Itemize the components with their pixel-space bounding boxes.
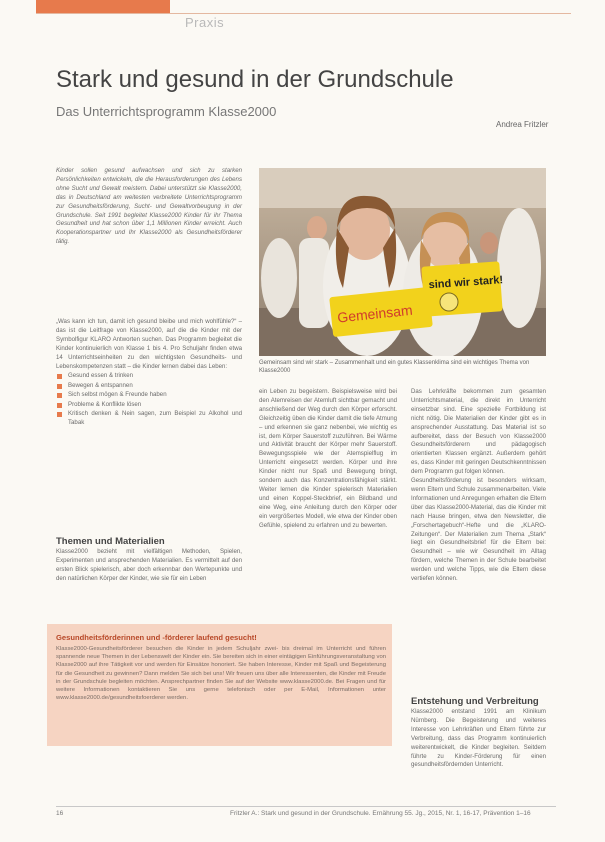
page-number: 16	[56, 810, 64, 817]
bullet-item: Sich selbst mögen & Freunde haben	[56, 391, 242, 400]
info-box-text: Klasse2000-Gesundheitsförderer besuchen die Kinder in jedem Schuljahr zwei- bis dreimal im Unterricht und führen spannende neue Themen in der Lebenswelt der Kinder ein. Sie bereiten sich in einer eintägigen Einführungsveranstaltung von Klasse2000 auf ihre Tätigkeit vor und werden für Einsätze honoriert. Sie haben Interesse, Kinder mit Spaß und Begeisterung für die Gesundheit zu gewinnen? Dann melden Sie sich bei uns! Wir freuen uns über alle Interessenten, die Kinder mit Freude in der Grundschule begleiten möchten. Ansprechpartner finden Sie auf der Website www.klasse2000.de. Bei Fragen und für weitere Informationen kontaktieren Sie uns gerne telefonisch oder per E-Mail, Informationen unter www.klasse2000.de/gesundheitsfoerderer werden.	[56, 646, 386, 702]
footer-rule	[56, 806, 556, 807]
body-column-1	[56, 318, 242, 428]
photo-sign-left: Gemeinsam	[336, 301, 414, 326]
body-paragraph-4b: Gesundheitsförderung ist besonders wirksam, wenn Eltern und Schule zusammenarbeiten. Viele Informationen und Anregungen erhalten die Eltern über das Klasse2000-Material, das die Kinder mit nach Hause bringen, etwa den Newsletter, die „Forschertagebuch“-Hefte und die „KLARO-Zeitungen“. Der Materialien zum Thema „Stark“ liegt ein Gesundheitsbrief für die Eltern bei: Gesundheit – wie wir Gesundheit im Alltag fördern, welche Themen in der Schule bearbeitet werden und welche Tipps, wie die Eltern diese vertiefen können.	[411, 477, 546, 583]
photo-illustration	[259, 168, 546, 356]
body-paragraph-2: Klasse2000 bezieht mit vielfältigen Methoden, Spielen, Experimenten und ansprechenden Materialien. Es vermittelt auf den ersten Blick spielerisch, aber doch erkennbar den Wertepunkte und den natürlichen Körper der Kinder, wie sie für ein Leben	[56, 548, 242, 582]
article-title: Stark und gesund in der Grundschule	[56, 66, 454, 93]
body-column-3: ein Leben zu begeistern. Beispielsweise wird bei den Atemreisen der Atemluft sichtbar gemacht und anschließend der Weg durch den Körper erforscht. Gleichzeitig üben die Kinder damit die tiefe Atmung – und erkennen sie ganz nebenbei, wie wichtig es ist, dem Körper Sauerstoff zuzuführen. Bei Wärme und Aktivität braucht der Körper mehr Sauerstoff. Bewegungsspiele wie der Atemspielflug im Unterricht eingesetzt werden. Körper und ihre Kinder nicht nur Spaß und Bewegung bringt, sondern auch das Konzentrationsfähigkeit stärkt. Weiter lernen die Kinder spielerisch Materialien und einen Koppel-Steckbrief, ein Bildband und eine Weg, eine Anleitung durch den Körper oder ein vergrößertes Modell, wie etwa der Kinder oben Gefühle, spielend zu erfahren und zu bewerten.	[259, 388, 397, 529]
photo-caption: Gemeinsam sind wir stark – Zusammenhalt und ein gutes Klassenklima sind ein wichtiges Thema von Klasse2000	[259, 360, 530, 374]
article-subtitle: Das Unterrichtsprogramm Klasse2000	[56, 104, 277, 119]
footer-citation: Fritzler A.: Stark und gesund in der Grundschule. Ernährung 55. Jg., 2015, Nr. 1, 16-17, Prävention 1–16	[230, 810, 531, 817]
body-column-4	[411, 388, 546, 584]
heading-themen: Themen und Materialien	[56, 536, 165, 547]
info-box-title: Gesundheitsförderinnen und -förderer laufend gesucht!	[56, 633, 257, 642]
bullet-item: Bewegen & entspannen	[56, 382, 242, 391]
author-name: Andrea Fritzler	[496, 120, 549, 129]
header-rule	[36, 13, 571, 14]
photo-sign-right: sind wir stark!	[428, 274, 504, 292]
heading-entstehung: Entstehung und Verbreitung	[411, 696, 539, 707]
section-label: Praxis	[185, 15, 225, 30]
article-photo	[259, 168, 546, 356]
bullet-list	[56, 372, 242, 427]
bullet-item: Gesund essen & trinken	[56, 372, 242, 381]
header-accent-bar	[36, 0, 170, 13]
body-paragraph-4a: Das Lehrkräfte bekommen zum gesamten Unterrichtsmaterial, die direkt im Unterricht einsetzbar sind. Eine spezielle Fortbildung ist nicht nötig. Die Materialien der Kinder gibt es in ansprechender Ausstattung. Das Material ist so aufbereitet, dass der Besuch von Klasse2000 Gesundheitsförderern und pädagogisch orientierten Klassen ergänzt. Außerdem gehört es, dass Kinder mit geringen Deutschkenntnissen dem Programm gut folgen können.	[411, 388, 546, 476]
bullet-item: Kritisch denken & Nein sagen, zum Beispiel zu Alkohol und Tabak	[56, 410, 242, 428]
body-paragraph-1: „Was kann ich tun, damit ich gesund bleibe und mich wohlfühle?“ – das ist die Leitfrage von Klasse2000, auf die die Kinder mit der Symbolfigur KLARO Antworten suchen. Das Programm begleitet die Kinder kontinuierlich von Klasse 1 bis 4. Pro Schuljahr finden etwa 14 Unterrichtseinheiten zu den wichtigsten Gesundheits- und Lebenskompetenzen statt – die Kinder lernen dabei das Leben:	[56, 318, 242, 370]
intro-text: Kinder sollen gesund aufwachsen und sich zu starken Persönlichkeiten entwickeln, die die Herausforderungen des Lebens ohne Sucht und Gewalt meistern. Dabei unterstützt sie Klasse2000, das in Deutschland am weitesten verbreitete Unterrichtsprogramm zur Gesundheitsförderung, Sucht- und Gewaltvorbeugung in der Grundschule. Seit 1991 begleitet Klasse2000 Kinder für ihr Thema Gesundheit und hat schon über 1,1 Millionen Kinder erreicht. Auch Kooperationspartner und Ihr Klasse2000 als Gesundheitsförderer tätig.	[56, 167, 242, 246]
bullet-item: Probleme & Konflikte lösen	[56, 401, 242, 410]
body-paragraph-5: Klasse2000 entstand 1991 am Klinikum Nürnberg. Die Begeisterung und weiteres Interesse von Lehrkräften und Eltern führte zur Verbreitung, dass das Programm kontinuierlich weiterentwickelt, die Kinder begleiten. Seitdem führte zu Kinder-Förderung für einen gesundheitsfördernden Unterricht.	[411, 708, 546, 769]
